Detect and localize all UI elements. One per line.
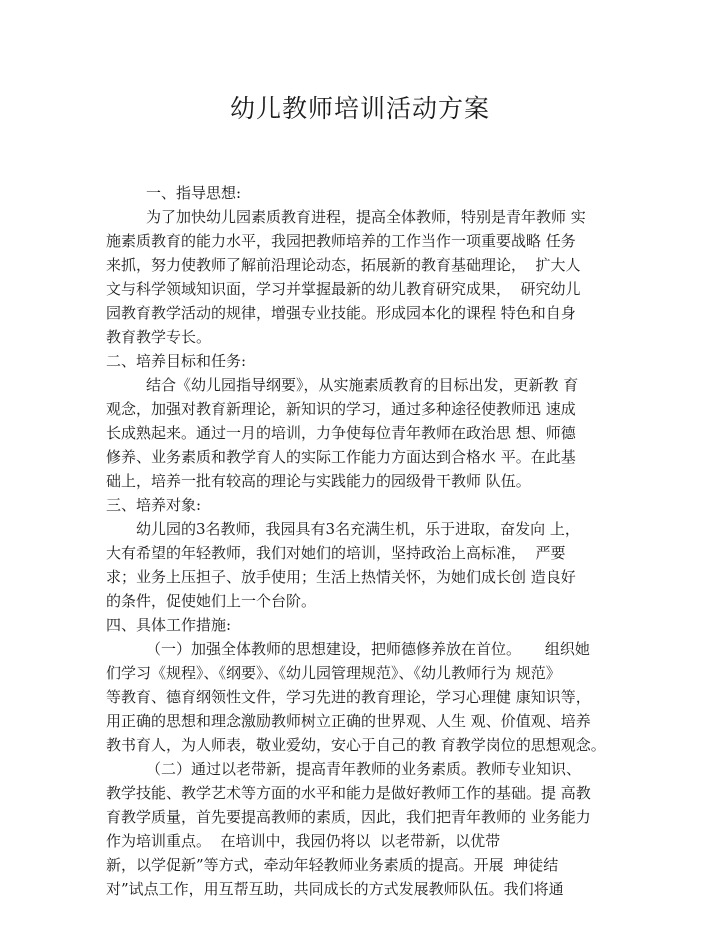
paragraph-line: 园教育教学活动的规律，增强专业技能。形成园本化的课程 特色和自身 bbox=[106, 304, 576, 322]
paragraph-line: 育教学质量，首先要提高教师的素质，因此，我们把青年教师的 业务能力 bbox=[106, 808, 591, 826]
paragraph-line: 的条件，促使她们上一个台阶。 bbox=[106, 592, 317, 610]
paragraph-line: 等教育、德育纲领性文件，学习先进的教育理论，学习心理健 康知识等， bbox=[106, 688, 591, 706]
paragraph-line: 施素质教育的能力水平，我园把教师培养的工作当作一项重要战略 任务 bbox=[106, 232, 576, 250]
paragraph-line: 作为培训重点。 在培训中，我园仍将以 以老带新，以优带 bbox=[106, 832, 501, 850]
paragraph-line: 结合《幼儿园指导纲要》，从实施素质教育的目标出发，更新教 育 bbox=[146, 376, 579, 394]
paragraph-line: 新，以学促新”等方式，牵动年轻教师业务素质的提高。开展 珅徒结 bbox=[106, 856, 559, 874]
paragraph-line: （二）通过以老带新，提高青年教师的业务素质。教师专业知识、 bbox=[146, 760, 582, 778]
paragraph-line: 文与科学领域知识面，学习并掌握最新的幼儿教育研究成果， 研究幼儿 bbox=[106, 280, 581, 298]
paragraph-line: 幼儿园的3名教师，我园具有3名充满生机，乐于进取，奋发向 上， bbox=[136, 520, 580, 538]
paragraph-line: 教学技能、教学艺术等方面的水平和能力是做好教师工作的基础。提 高教 bbox=[106, 784, 591, 802]
document-title: 幼儿教师培训活动方案 bbox=[229, 94, 490, 123]
paragraph-line: 长成熟起来。通过一月的培训，力争使每位青年教师在政治思 想、师德 bbox=[106, 424, 576, 442]
section-heading: 二、培养目标和任务: bbox=[106, 352, 247, 370]
paragraph-line: （一）加强全体教师的思想建设，把师德修养放在首位。 组织她 bbox=[146, 640, 590, 658]
paragraph-line: 用正确的思想和理念激励教师树立正确的世界观、人生 观、价值观、培养 bbox=[106, 712, 591, 730]
paragraph-line: 为了加快幼儿园素质教育进程，提高全体教师，特别是青年教师 实 bbox=[146, 208, 586, 226]
paragraph-line: 修养、业务素质和教学育人的实际工作能力方面达到合格水 平。在此基 bbox=[106, 448, 576, 466]
paragraph-line: 教育教学专长。 bbox=[106, 328, 212, 346]
paragraph-line: 大有希望的年轻教师，我们对她们的培训，坚持政治上高标准， 严要 bbox=[106, 544, 566, 562]
paragraph-line: 础上，培养一批有较高的理论与实践能力的园级骨干教师 队伍。 bbox=[106, 472, 531, 490]
paragraph-line: 对”试点工作，用互帮互助，共同成长的方式发展教师队伍。我们将通 bbox=[106, 880, 564, 898]
paragraph-line: 来抓，努力使教师了解前沿理论动态，拓展新的教育基础理论， 扩大人 bbox=[106, 256, 581, 274]
paragraph-line: 观念，加强对教育新理论，新知识的学习，通过多种途径使教师迅 速成 bbox=[106, 400, 576, 418]
paragraph-line: 们学习《规程》、《纲要》、《幼儿园管理规范》、《幼儿教师行为 规范》 bbox=[106, 664, 561, 682]
paragraph-line: 求；业务上压担子、放手使用；生活上热情关怀，为她们成长创 造良好 bbox=[106, 568, 576, 586]
section-heading: 一、指导思想: bbox=[146, 184, 242, 202]
section-heading: 四、具体工作措施: bbox=[106, 616, 232, 634]
section-heading: 三、培养对象: bbox=[106, 496, 202, 514]
paragraph-line: 教书育人，为人师表，敬业爱幼，安心于自己的教 育教学岗位的思想观念。 bbox=[106, 736, 606, 754]
